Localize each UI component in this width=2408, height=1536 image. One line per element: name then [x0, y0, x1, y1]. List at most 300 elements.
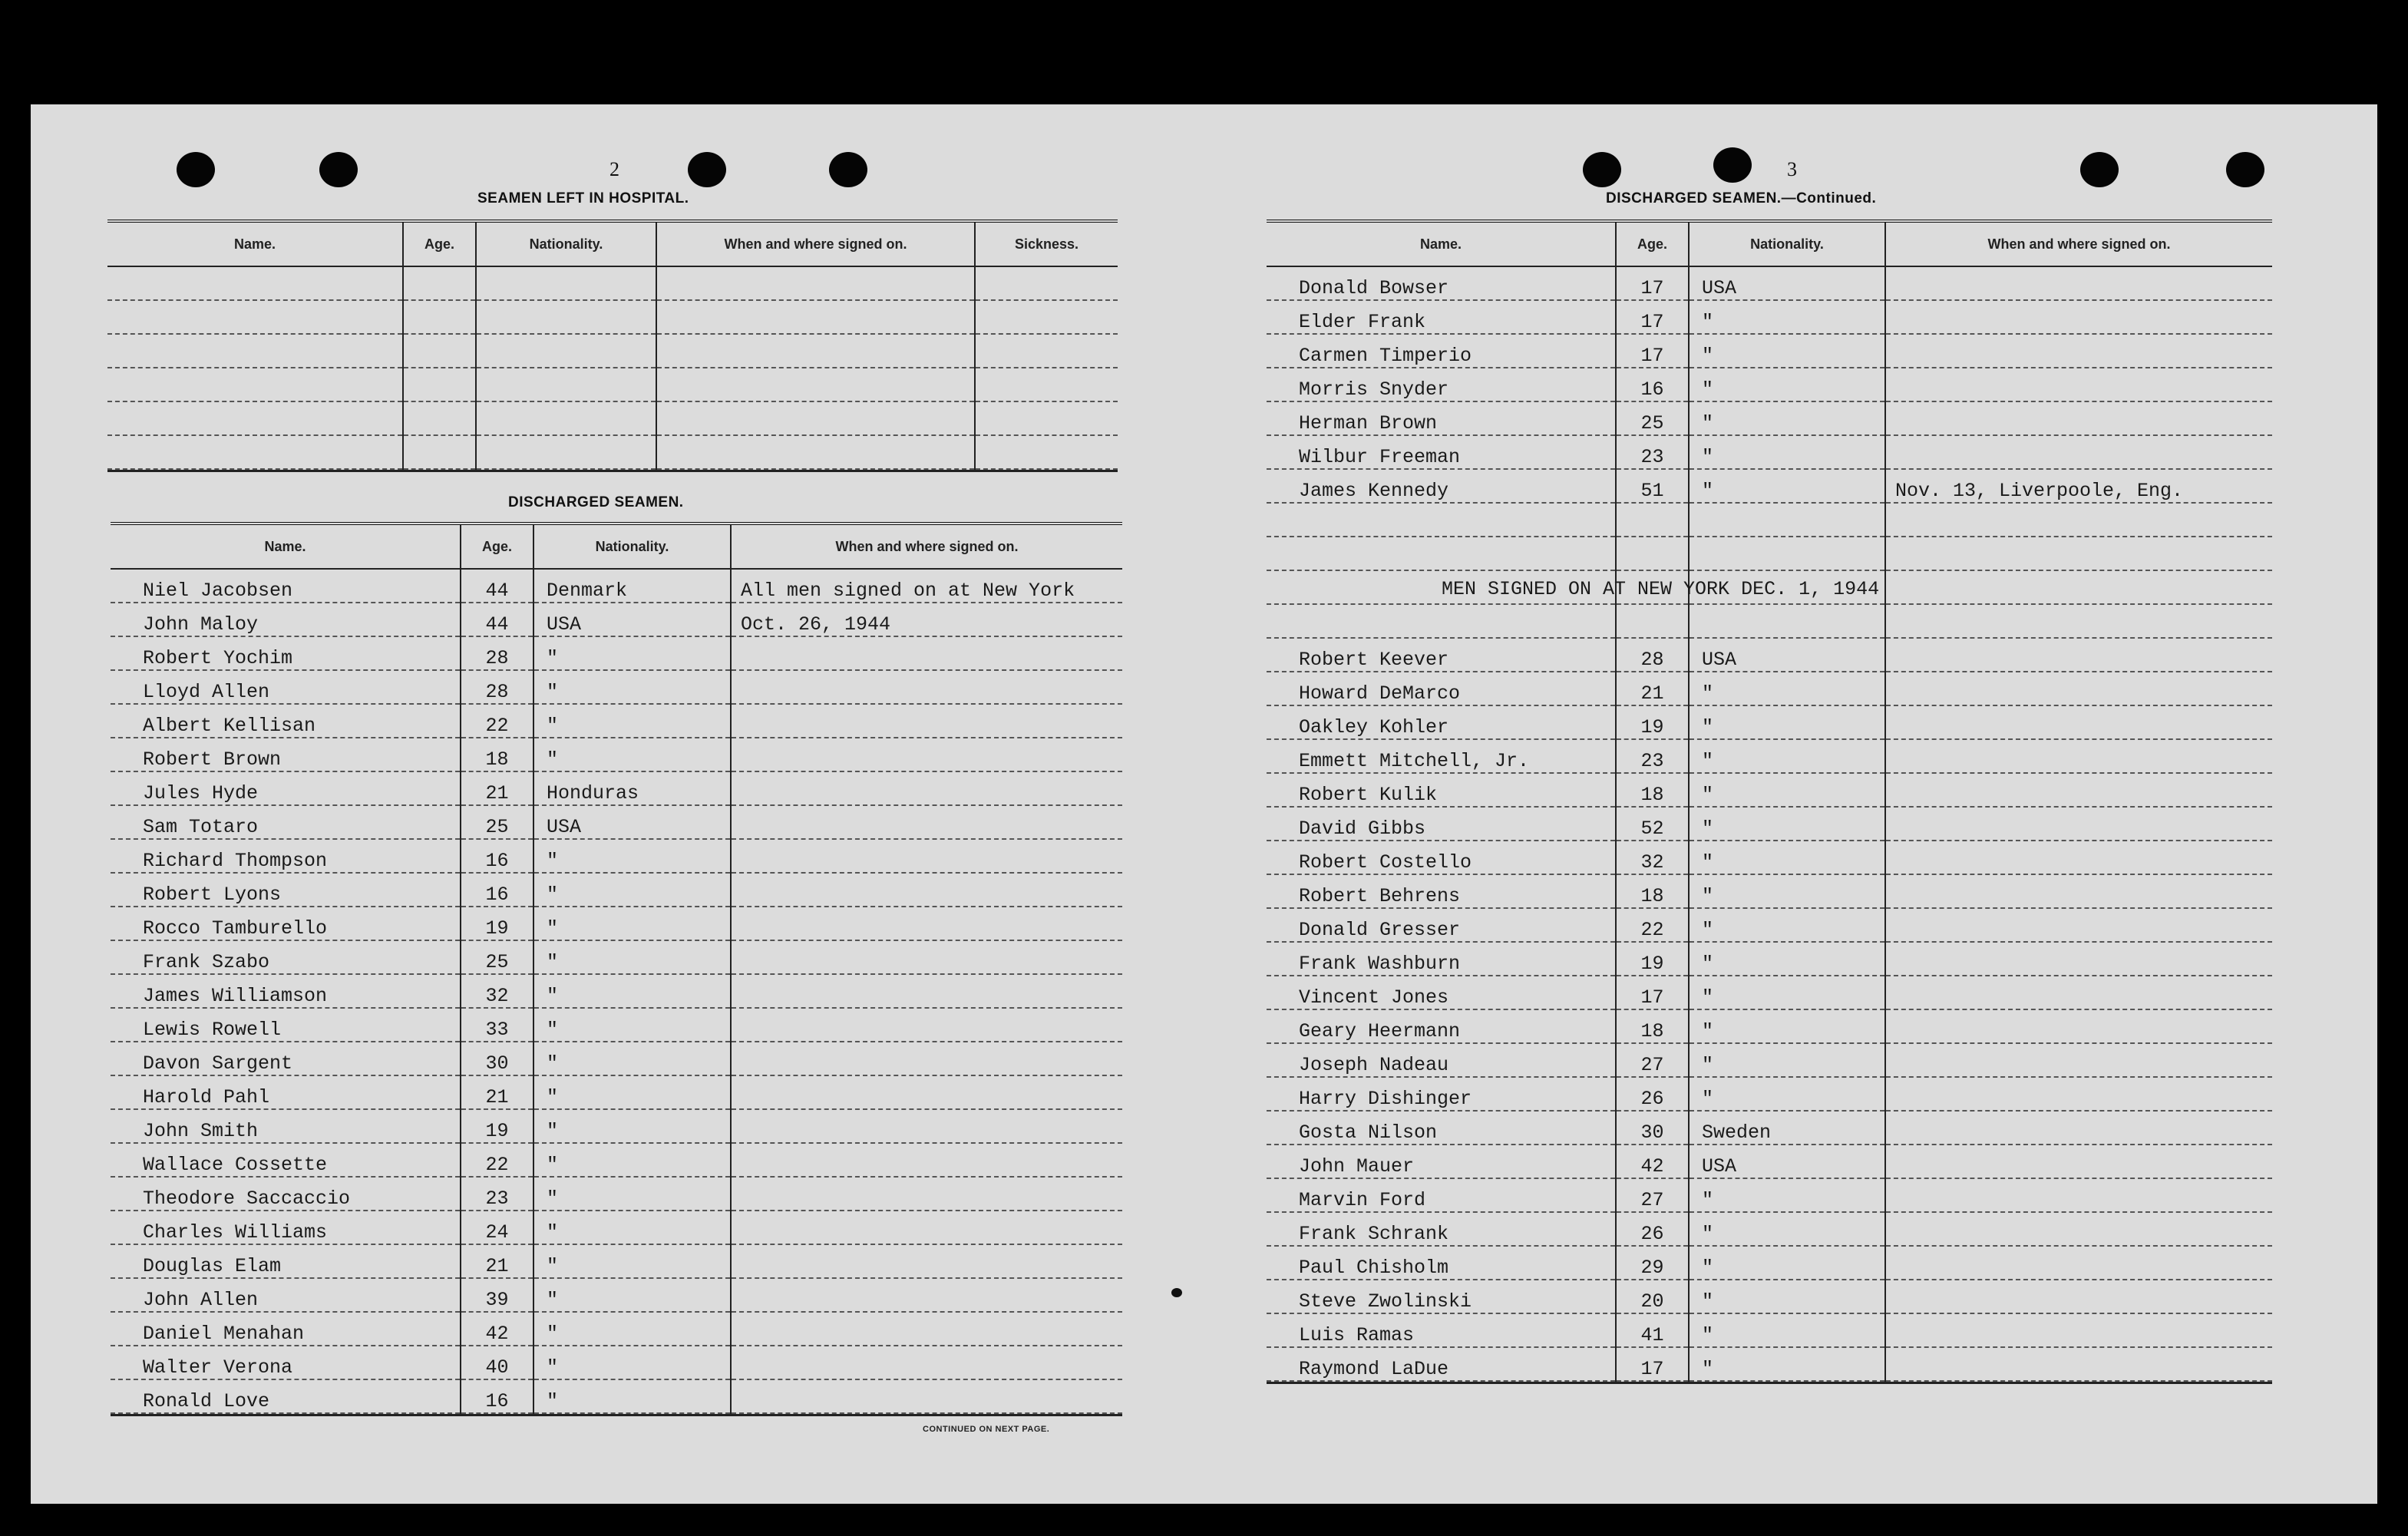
seaman-signed-on — [731, 1042, 1122, 1075]
seaman-age: 40 — [461, 1346, 533, 1379]
seaman-name: Geary Heermann — [1267, 1009, 1616, 1043]
table-row — [111, 1278, 1122, 1312]
seaman-nationality: " — [1689, 908, 1885, 942]
seaman-nationality: " — [1689, 807, 1885, 841]
seaman-signed-on — [731, 636, 1122, 670]
continued-section-title — [1606, 190, 1876, 207]
seaman-signed-on — [1885, 1280, 2272, 1313]
seaman-signed-on — [731, 1346, 1122, 1379]
seaman-age: 33 — [461, 1008, 533, 1042]
seaman-name: Harold Pahl — [111, 1075, 461, 1109]
table-row — [111, 704, 1122, 738]
seaman-signed-on — [1885, 976, 2272, 1009]
seaman-sickness — [975, 435, 1118, 469]
table-row — [111, 738, 1122, 771]
seaman-sickness — [975, 368, 1118, 401]
seaman-age: 17 — [1616, 976, 1689, 1009]
seaman-age: 25 — [461, 805, 533, 839]
seaman-nationality — [1689, 604, 1885, 638]
seaman-nationality — [476, 300, 656, 334]
seaman-age: 17 — [1616, 334, 1689, 368]
col-header-nationality: Nationality. — [476, 221, 656, 266]
seaman-name: Walter Verona — [111, 1346, 461, 1379]
seaman-nationality: " — [1689, 334, 1885, 368]
table-row — [107, 266, 1118, 300]
seaman-nationality: Denmark — [533, 569, 731, 603]
seaman-name — [1267, 537, 1616, 570]
seaman-age — [1616, 604, 1689, 638]
seaman-name: Herman Brown — [1267, 401, 1616, 435]
seaman-age: 18 — [1616, 773, 1689, 807]
table-row — [107, 300, 1118, 334]
col-header-sickness: Sickness. — [975, 221, 1118, 266]
seaman-signed-on — [1885, 1145, 2272, 1178]
seaman-nationality: " — [1689, 1077, 1885, 1111]
punch-hole — [1713, 147, 1752, 183]
seaman-nationality: " — [1689, 773, 1885, 807]
table-row — [1267, 1145, 2272, 1178]
seaman-signed-on — [1885, 908, 2272, 942]
document-sheet — [31, 104, 2377, 1504]
seaman-signed-on — [656, 435, 975, 469]
seaman-signed-on — [656, 368, 975, 401]
seaman-signed-on — [1885, 570, 2272, 604]
table-row — [111, 1109, 1122, 1143]
seaman-nationality: " — [1689, 739, 1885, 773]
table-row — [1267, 705, 2272, 739]
seaman-name — [1267, 604, 1616, 638]
punch-hole — [1583, 152, 1621, 187]
seaman-age — [1616, 537, 1689, 570]
seaman-name: Wallace Cossette — [111, 1143, 461, 1177]
seaman-signed-on — [731, 839, 1122, 873]
seaman-name: Rocco Tamburello — [111, 907, 461, 940]
col-header-signed: When and where signed on. — [656, 221, 975, 266]
seaman-age: 30 — [1616, 1111, 1689, 1145]
seaman-signed-on — [731, 1278, 1122, 1312]
seaman-nationality: " — [533, 1177, 731, 1211]
seaman-age: 16 — [461, 873, 533, 907]
seaman-name: Wilbur Freeman — [1267, 435, 1616, 469]
seaman-nationality: Honduras — [533, 771, 731, 805]
table-row — [111, 1042, 1122, 1075]
seaman-nationality: USA — [1689, 638, 1885, 672]
seaman-name: Donald Gresser — [1267, 908, 1616, 942]
table-row — [1267, 537, 2272, 570]
seaman-signed-on — [1885, 503, 2272, 537]
signed-on-note: MEN SIGNED ON AT NEW YORK DEC. 1, 1944 — [1442, 578, 1880, 600]
seaman-nationality: " — [1689, 1313, 1885, 1347]
seaman-signed-on — [1885, 942, 2272, 976]
seaman-age: 51 — [1616, 469, 1689, 503]
seaman-age — [403, 435, 476, 469]
seaman-signed-on — [731, 873, 1122, 907]
table-row — [1267, 604, 2272, 638]
seaman-age: 42 — [1616, 1145, 1689, 1178]
table-row — [1267, 841, 2272, 874]
seaman-nationality: " — [533, 1109, 731, 1143]
seaman-name: Oakley Kohler — [1267, 705, 1616, 739]
seaman-name: Luis Ramas — [1267, 1313, 1616, 1347]
seaman-age: 19 — [461, 907, 533, 940]
seaman-age: 28 — [461, 636, 533, 670]
seaman-age: 17 — [1616, 266, 1689, 300]
seaman-signed-on — [731, 907, 1122, 940]
seaman-age: 39 — [461, 1278, 533, 1312]
seaman-signed-on — [1885, 705, 2272, 739]
seaman-age: 44 — [461, 603, 533, 636]
table-row — [111, 1143, 1122, 1177]
seaman-signed-on — [1885, 334, 2272, 368]
col-header-nationality: Nationality. — [533, 524, 731, 569]
seaman-nationality — [1689, 503, 1885, 537]
seaman-signed-on — [1885, 1212, 2272, 1246]
seaman-signed-on — [1885, 1313, 2272, 1347]
seaman-age — [403, 401, 476, 435]
discharged-continued-table — [1267, 220, 2272, 1384]
table-row — [111, 940, 1122, 974]
seaman-name: Niel Jacobsen — [111, 569, 461, 603]
seaman-age: 21 — [461, 1244, 533, 1278]
seaman-name: Marvin Ford — [1267, 1178, 1616, 1212]
seaman-signed-on — [731, 771, 1122, 805]
table-row — [1267, 672, 2272, 705]
seaman-nationality: " — [533, 738, 731, 771]
seaman-nationality: " — [533, 670, 731, 704]
seaman-name: James Kennedy — [1267, 469, 1616, 503]
table-row — [1267, 368, 2272, 401]
seaman-age: 26 — [1616, 1212, 1689, 1246]
table-row — [111, 1008, 1122, 1042]
seaman-name: Robert Brown — [111, 738, 461, 771]
seaman-nationality: " — [533, 974, 731, 1008]
table-row — [111, 1211, 1122, 1244]
seaman-name: Frank Szabo — [111, 940, 461, 974]
seaman-name — [107, 334, 403, 368]
seaman-signed-on — [1885, 1246, 2272, 1280]
seaman-name: John Smith — [111, 1109, 461, 1143]
table-row — [1267, 807, 2272, 841]
seaman-nationality: USA — [533, 603, 731, 636]
seaman-name: Jules Hyde — [111, 771, 461, 805]
table-row — [1267, 1347, 2272, 1381]
section-title-main: DISCHARGED SEAMEN. — [1606, 190, 1782, 206]
seaman-signed-on — [731, 1075, 1122, 1109]
col-header-nationality: Nationality. — [1689, 221, 1885, 266]
seaman-signed-on — [731, 1008, 1122, 1042]
seaman-name: Morris Snyder — [1267, 368, 1616, 401]
seaman-age: 21 — [461, 771, 533, 805]
seaman-name: Carmen Timperio — [1267, 334, 1616, 368]
seaman-age: 16 — [461, 1379, 533, 1413]
seaman-name — [107, 401, 403, 435]
seaman-age: 20 — [1616, 1280, 1689, 1313]
seaman-signed-on — [731, 1244, 1122, 1278]
seaman-age: 25 — [461, 940, 533, 974]
seaman-name: Robert Costello — [1267, 841, 1616, 874]
seaman-nationality — [476, 401, 656, 435]
seaman-signed-on — [1885, 739, 2272, 773]
col-header-age: Age. — [461, 524, 533, 569]
seaman-name: James Williamson — [111, 974, 461, 1008]
seaman-name — [107, 435, 403, 469]
seaman-nationality: " — [533, 704, 731, 738]
seaman-age: 29 — [1616, 1246, 1689, 1280]
seaman-signed-on — [731, 1109, 1122, 1143]
seaman-signed-on — [1885, 401, 2272, 435]
punch-hole — [688, 152, 726, 187]
table-row — [1267, 874, 2272, 908]
table-row — [107, 368, 1118, 401]
table-row — [1267, 503, 2272, 537]
seaman-age: 32 — [461, 974, 533, 1008]
seaman-signed-on — [731, 1177, 1122, 1211]
seaman-signed-on: All men signed on at New York — [731, 569, 1122, 603]
seaman-sickness — [975, 401, 1118, 435]
seaman-name — [107, 266, 403, 300]
seaman-name: Frank Washburn — [1267, 942, 1616, 976]
punch-hole — [2080, 152, 2119, 187]
seaman-name: Ronald Love — [111, 1379, 461, 1413]
table-rule — [1267, 1381, 2272, 1383]
seaman-age: 21 — [461, 1075, 533, 1109]
seaman-signed-on — [1885, 604, 2272, 638]
seaman-name — [107, 368, 403, 401]
seaman-name: John Allen — [111, 1278, 461, 1312]
seaman-signed-on — [731, 738, 1122, 771]
seaman-age: 44 — [461, 569, 533, 603]
seaman-nationality: " — [533, 907, 731, 940]
table-row — [1267, 469, 2272, 503]
hospital-section-title: SEAMEN LEFT IN HOSPITAL. — [477, 190, 689, 206]
seaman-age — [403, 266, 476, 300]
seaman-name: Robert Yochim — [111, 636, 461, 670]
seaman-nationality: " — [533, 1042, 731, 1075]
seaman-signed-on — [731, 670, 1122, 704]
seaman-nationality: " — [533, 1008, 731, 1042]
seaman-nationality: USA — [533, 805, 731, 839]
table-row — [111, 771, 1122, 805]
seaman-name: Vincent Jones — [1267, 976, 1616, 1009]
seaman-signed-on — [731, 974, 1122, 1008]
table-row — [1267, 908, 2272, 942]
col-header-name: Name. — [111, 524, 461, 569]
seaman-signed-on — [1885, 874, 2272, 908]
page-number: 2 — [609, 158, 619, 180]
seaman-nationality: " — [533, 1075, 731, 1109]
seaman-nationality: " — [533, 839, 731, 873]
table-row — [1267, 1178, 2272, 1212]
table-row — [1267, 1111, 2272, 1145]
seaman-age: 52 — [1616, 807, 1689, 841]
seaman-name: Albert Kellisan — [111, 704, 461, 738]
seaman-signed-on — [1885, 841, 2272, 874]
right-page — [1205, 104, 2377, 1504]
seaman-signed-on — [1885, 1178, 2272, 1212]
seaman-age: 19 — [1616, 942, 1689, 976]
seaman-nationality: " — [533, 1346, 731, 1379]
seaman-name: Donald Bowser — [1267, 266, 1616, 300]
seaman-nationality: " — [1689, 1178, 1885, 1212]
seaman-age: 26 — [1616, 1077, 1689, 1111]
table-row — [111, 1346, 1122, 1379]
seaman-sickness — [975, 334, 1118, 368]
table-row — [111, 805, 1122, 839]
seaman-age: 42 — [461, 1312, 533, 1346]
table-row — [111, 873, 1122, 907]
table-row — [111, 1075, 1122, 1109]
seaman-nationality: " — [1689, 841, 1885, 874]
seaman-nationality: " — [1689, 1043, 1885, 1077]
seaman-signed-on — [1885, 807, 2272, 841]
seaman-signed-on: Oct. 26, 1944 — [731, 603, 1122, 636]
seaman-signed-on — [1885, 1009, 2272, 1043]
seaman-nationality: " — [1689, 300, 1885, 334]
seaman-nationality: " — [1689, 401, 1885, 435]
table-rule — [111, 1413, 1122, 1415]
seaman-name: Daniel Menahan — [111, 1312, 461, 1346]
seaman-age: 21 — [1616, 672, 1689, 705]
seaman-nationality: " — [533, 940, 731, 974]
seaman-signed-on — [731, 805, 1122, 839]
seaman-nationality: " — [1689, 1280, 1885, 1313]
continued-note: CONTINUED ON NEXT PAGE. — [923, 1425, 1050, 1434]
seaman-name: Steve Zwolinski — [1267, 1280, 1616, 1313]
ink-speck — [1171, 1288, 1182, 1297]
seaman-age: 18 — [1616, 1009, 1689, 1043]
seaman-signed-on — [731, 1211, 1122, 1244]
seaman-name: Lewis Rowell — [111, 1008, 461, 1042]
seaman-age: 27 — [1616, 1043, 1689, 1077]
seaman-name: Davon Sargent — [111, 1042, 461, 1075]
seaman-nationality: " — [1689, 1347, 1885, 1381]
seaman-age: 27 — [1616, 1178, 1689, 1212]
seaman-signed-on — [1885, 368, 2272, 401]
seaman-signed-on — [1885, 672, 2272, 705]
seaman-age: 18 — [461, 738, 533, 771]
seaman-age: 32 — [1616, 841, 1689, 874]
seaman-name: Howard DeMarco — [1267, 672, 1616, 705]
seaman-name: Raymond LaDue — [1267, 1347, 1616, 1381]
seaman-name: Elder Frank — [1267, 300, 1616, 334]
table-row — [107, 401, 1118, 435]
table-row — [111, 907, 1122, 940]
seaman-age — [1616, 503, 1689, 537]
seaman-sickness — [975, 266, 1118, 300]
seaman-age: 28 — [1616, 638, 1689, 672]
seaman-age — [403, 368, 476, 401]
seaman-name — [107, 300, 403, 334]
seaman-signed-on — [656, 401, 975, 435]
seaman-signed-on — [656, 266, 975, 300]
seaman-signed-on — [1885, 537, 2272, 570]
seaman-age — [403, 334, 476, 368]
seaman-nationality: " — [1689, 1009, 1885, 1043]
seaman-nationality — [1689, 537, 1885, 570]
table-row — [1267, 773, 2272, 807]
seaman-name: Robert Kulik — [1267, 773, 1616, 807]
table-row — [1267, 1043, 2272, 1077]
table-rule — [107, 469, 1118, 471]
table-row — [1267, 435, 2272, 469]
seaman-signed-on — [731, 940, 1122, 974]
seaman-nationality — [476, 435, 656, 469]
table-row — [107, 435, 1118, 469]
seaman-age: 24 — [461, 1211, 533, 1244]
seaman-age: 17 — [1616, 1347, 1689, 1381]
seaman-signed-on — [1885, 638, 2272, 672]
punch-hole — [319, 152, 358, 187]
seaman-name: Joseph Nadeau — [1267, 1043, 1616, 1077]
seaman-name: David Gibbs — [1267, 807, 1616, 841]
seaman-nationality: " — [533, 636, 731, 670]
seaman-name: Robert Keever — [1267, 638, 1616, 672]
seaman-nationality: " — [1689, 435, 1885, 469]
table-row — [111, 670, 1122, 704]
seaman-signed-on: Nov. 13, Liverpoole, Eng. — [1885, 469, 2272, 503]
table-row — [111, 1312, 1122, 1346]
seaman-name: Harry Dishinger — [1267, 1077, 1616, 1111]
seaman-signed-on — [1885, 1077, 2272, 1111]
seaman-age: 23 — [1616, 739, 1689, 773]
seaman-age: 22 — [1616, 908, 1689, 942]
discharged-table-body — [111, 569, 1122, 1413]
seaman-name: Gosta Nilson — [1267, 1111, 1616, 1145]
seaman-age: 22 — [461, 1143, 533, 1177]
seaman-age: 25 — [1616, 401, 1689, 435]
seaman-signed-on — [731, 1143, 1122, 1177]
table-row — [1267, 638, 2272, 672]
seaman-nationality — [476, 334, 656, 368]
seaman-name — [1267, 503, 1616, 537]
seaman-nationality: " — [1689, 672, 1885, 705]
seaman-nationality: " — [1689, 942, 1885, 976]
seaman-nationality: " — [1689, 874, 1885, 908]
table-row — [1267, 1009, 2272, 1043]
seaman-nationality: " — [1689, 368, 1885, 401]
seaman-name: Robert Behrens — [1267, 874, 1616, 908]
table-row — [1267, 334, 2272, 368]
seaman-nationality: " — [533, 1244, 731, 1278]
table-row — [111, 569, 1122, 603]
seaman-age: 22 — [461, 704, 533, 738]
hospital-table-body — [107, 266, 1118, 469]
hospital-table — [107, 220, 1118, 472]
seaman-age: 30 — [461, 1042, 533, 1075]
seaman-nationality: Sweden — [1689, 1111, 1885, 1145]
table-row — [111, 1379, 1122, 1413]
table-row — [1267, 1212, 2272, 1246]
table-row — [111, 1244, 1122, 1278]
left-page — [31, 104, 1205, 1504]
table-row — [111, 636, 1122, 670]
seaman-nationality: " — [533, 1278, 731, 1312]
table-row — [111, 974, 1122, 1008]
table-row — [111, 1177, 1122, 1211]
table-row — [1267, 300, 2272, 334]
seaman-name: Sam Totaro — [111, 805, 461, 839]
seaman-signed-on — [1885, 773, 2272, 807]
table-row — [1267, 401, 2272, 435]
seaman-nationality — [476, 266, 656, 300]
discharged-table — [111, 522, 1122, 1416]
seaman-signed-on — [1885, 1043, 2272, 1077]
page-number: 3 — [1787, 158, 1797, 180]
table-row — [1267, 1313, 2272, 1347]
seaman-nationality: " — [533, 1211, 731, 1244]
seaman-nationality: " — [1689, 1246, 1885, 1280]
table-row — [1267, 1246, 2272, 1280]
